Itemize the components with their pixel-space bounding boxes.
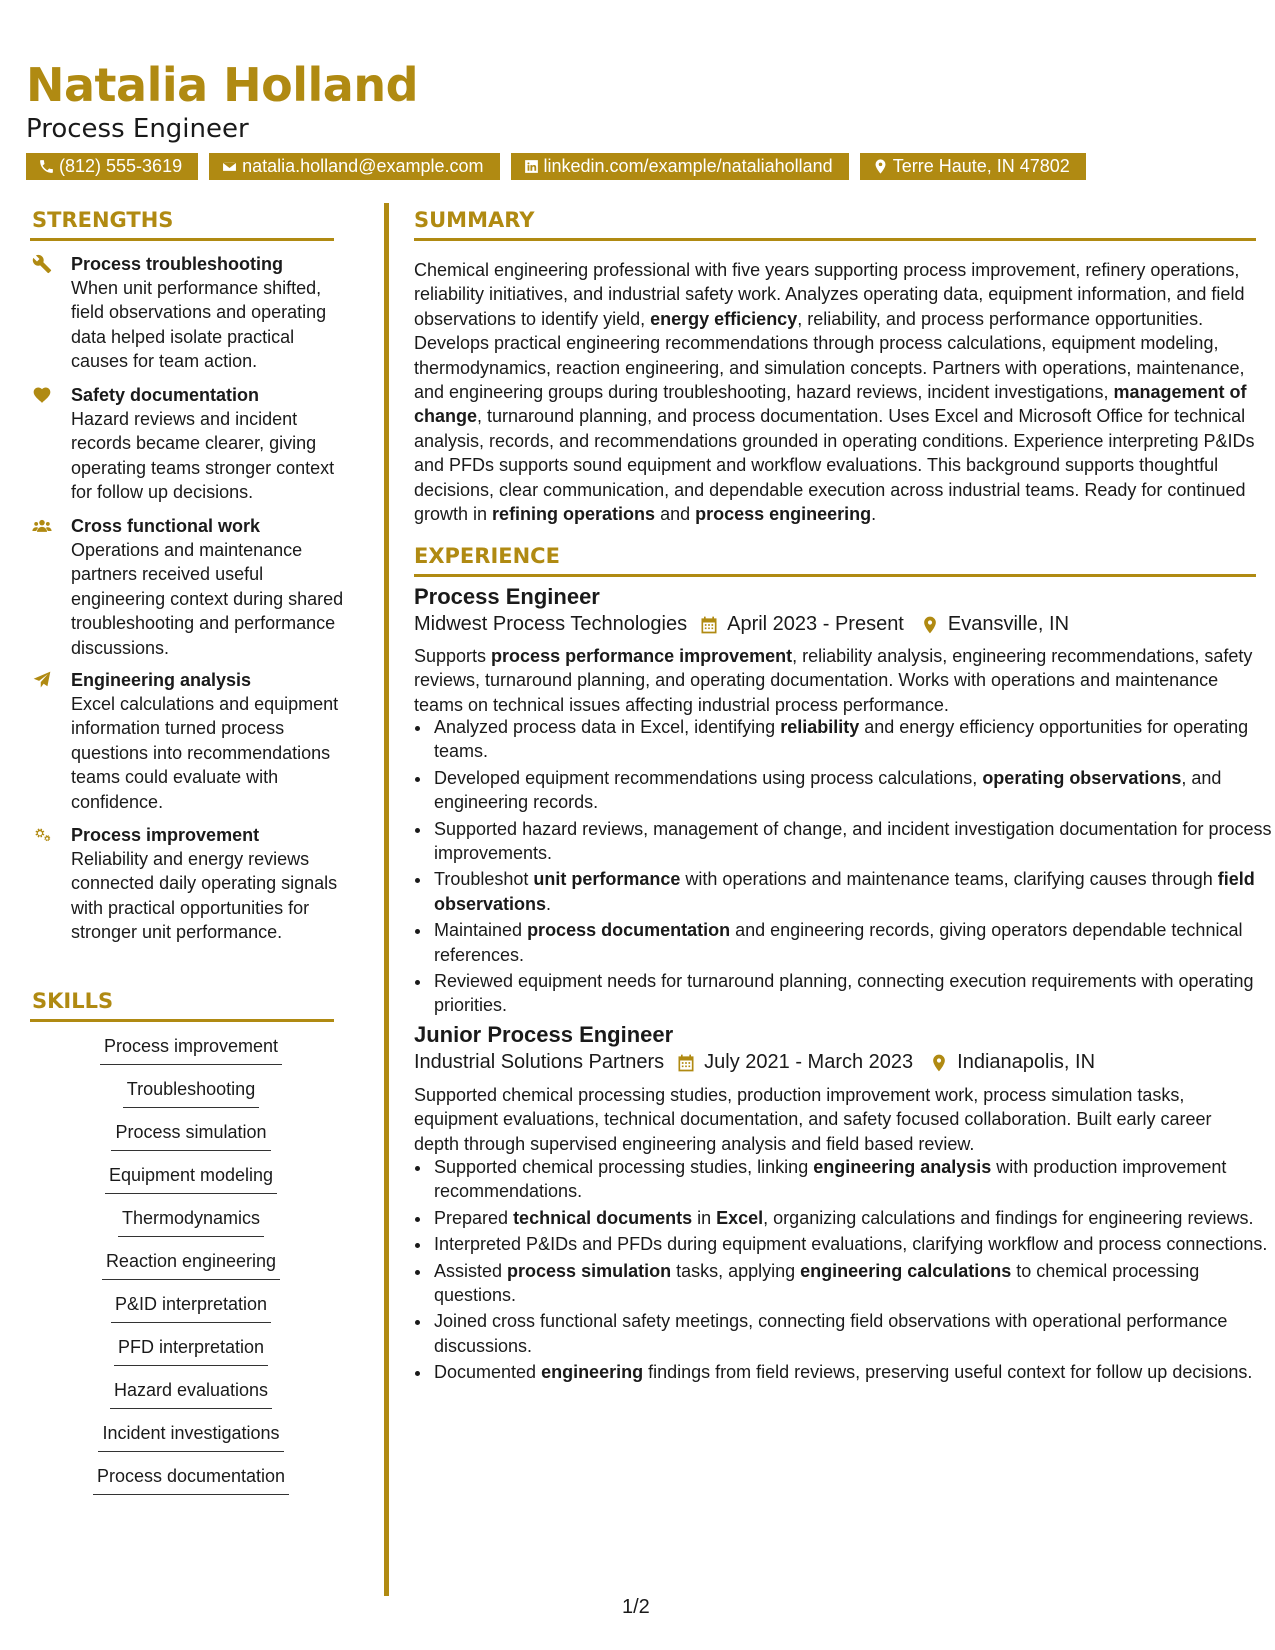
map-pin-icon xyxy=(872,158,889,175)
calendar-icon xyxy=(676,1053,696,1073)
candidate-name: Natalia Holland xyxy=(26,58,419,112)
job-intro: Supports process performance improvement, reliability analysis, engineering recommendations, safety reviews, turnaround planning, and operating documentation. Works with operations and maintenance teams on technical issues affecting industrial process performance. xyxy=(414,646,1253,715)
job-bullets xyxy=(414,715,1274,1020)
experience-rule xyxy=(414,574,1256,577)
calendar-icon xyxy=(699,615,719,635)
strength-description: Excel calculations and equipment information turned process questions into recommendations teams could evaluate with confidence. xyxy=(71,694,339,812)
contact-location xyxy=(860,153,1086,180)
emphasis-text: reliability xyxy=(780,717,860,737)
emphasis-text: management of change xyxy=(414,382,1247,427)
job-bullet: • Assisted process simulation tasks, applying engineering calculations to chemical processing questions. xyxy=(432,1259,1274,1308)
skill-item xyxy=(32,1163,350,1194)
emphasis-text: unit performance xyxy=(533,869,681,890)
job-bullet: • Developed equipment recommendations using process calculations, operating observations, and engineering records. xyxy=(432,766,1274,815)
strength-description: When unit performance shifted, field observations and operating data helped isolate practical causes for team action. xyxy=(71,278,327,372)
strength-title: Cross functional work xyxy=(71,516,261,536)
skill-item xyxy=(32,1206,350,1237)
skill-label: P&ID interpretation xyxy=(111,1292,271,1323)
job-meta xyxy=(414,1051,1095,1074)
emphasis-text: process performance improvement xyxy=(491,646,793,666)
job-bullet: • Maintained process documentation and engineering records, giving operators dependable technical references. xyxy=(432,918,1274,967)
job-dates: April 2023 - Present xyxy=(727,613,904,635)
map-pin-icon xyxy=(929,1053,949,1073)
strength-description: Hazard reviews and incident records became clearer, giving operating teams stronger context for follow up decisions. xyxy=(71,409,335,503)
job-company: Midwest Process Technologies xyxy=(414,613,688,635)
skill-label: Thermodynamics xyxy=(118,1206,264,1237)
contact-linkedin[interactable] xyxy=(511,153,849,180)
skill-item xyxy=(32,1077,350,1108)
job-bullets xyxy=(414,1155,1274,1387)
emphasis-text: energy efficiency xyxy=(650,308,798,329)
job-bullet: • Supported chemical processing studies, linking engineering analysis with production improvement recommendations. xyxy=(432,1155,1274,1204)
strength-title: Safety documentation xyxy=(71,385,260,405)
strength-item xyxy=(32,668,352,814)
skill-item xyxy=(32,1292,350,1323)
map-pin-icon xyxy=(920,615,940,635)
skill-item xyxy=(32,1034,350,1065)
strength-description: Operations and maintenance partners received useful engineering context during shared troubleshooting and performance discussions. xyxy=(71,540,344,658)
linkedin-icon xyxy=(523,158,540,175)
contact-linkedin-text: linkedin.com/example/nataliaholland xyxy=(543,156,833,176)
skill-label: Process improvement xyxy=(100,1034,282,1065)
users-icon xyxy=(32,516,54,536)
skill-label: Hazard evaluations xyxy=(110,1378,272,1409)
emphasis-text: process documentation xyxy=(527,920,731,941)
strength-title: Process troubleshooting xyxy=(71,254,284,274)
page-number: 1/2 xyxy=(622,1596,650,1618)
job-bullet: • Analyzed process data in Excel, identifying reliability and energy efficiency opportunities for operating teams. xyxy=(432,715,1274,764)
envelope-icon xyxy=(221,158,238,175)
wrench-icon xyxy=(32,254,54,274)
job-location: Indianapolis, IN xyxy=(957,1051,1096,1073)
emphasis-text: technical documents xyxy=(513,1207,693,1228)
skill-item xyxy=(32,1335,350,1366)
phone-icon xyxy=(38,158,55,175)
job-bullet: • Reviewed equipment needs for turnaround planning, connecting execution requirements with operating priorities. xyxy=(432,969,1274,1018)
job-dates: July 2021 - March 2023 xyxy=(704,1051,914,1073)
strengths-rule xyxy=(30,238,334,241)
candidate-title: Process Engineer xyxy=(26,114,249,144)
job-bullet: • Interpreted P&IDs and PFDs during equipment evaluations, clarifying workflow and process connections. xyxy=(432,1232,1274,1256)
emphasis-text: engineering calculations xyxy=(800,1260,1012,1281)
cogs-icon xyxy=(32,825,54,845)
column-divider xyxy=(384,203,389,1596)
job-intro: Supported chemical processing studies, production improvement work, process simulation tasks, equipment evaluations, technical documentation, and safety focused collaboration. Built early career depth through supervised engineering analysis and field based review. xyxy=(414,1085,1212,1154)
strength-item xyxy=(32,823,352,945)
strength-item xyxy=(32,514,352,660)
job-bullet: • Documented engineering findings from field reviews, preserving useful context for follow up decisions. xyxy=(432,1360,1274,1384)
contact-phone[interactable] xyxy=(26,153,198,180)
strength-description: Reliability and energy reviews connected daily operating signals with practical opportunities for stronger unit performance. xyxy=(71,849,338,943)
skills-rule xyxy=(30,1019,334,1022)
skill-label: PFD interpretation xyxy=(114,1335,268,1366)
skill-item xyxy=(32,1464,350,1495)
job-meta xyxy=(414,613,1069,636)
contact-phone-text: (812) 555-3619 xyxy=(59,156,183,176)
job-bullet: • Troubleshot unit performance with operations and maintenance teams, clarifying causes through field observations. xyxy=(432,867,1274,916)
skill-label: Troubleshooting xyxy=(123,1077,259,1108)
skill-label: Process documentation xyxy=(93,1464,289,1495)
summary-heading: SUMMARY xyxy=(414,208,535,232)
emphasis-text: engineering xyxy=(541,1362,644,1383)
skills-heading: SKILLS xyxy=(32,989,114,1013)
skill-item xyxy=(32,1421,350,1452)
job-title: Junior Process Engineer xyxy=(414,1022,674,1047)
skill-label: Equipment modeling xyxy=(105,1163,277,1194)
job-title: Process Engineer xyxy=(414,584,600,609)
contact-location-text: Terre Haute, IN 47802 xyxy=(892,156,1070,176)
strength-title: Process improvement xyxy=(71,825,260,845)
skill-item xyxy=(32,1378,350,1409)
paper-plane-icon xyxy=(32,670,54,690)
emphasis-text: Excel xyxy=(716,1207,764,1228)
experience-heading: EXPERIENCE xyxy=(414,544,560,568)
strengths-heading: STRENGTHS xyxy=(32,208,174,232)
skill-label: Reaction engineering xyxy=(102,1249,280,1280)
heart-icon xyxy=(32,385,54,405)
job-bullet: • Supported hazard reviews, management of change, and incident investigation documentation for process improvements. xyxy=(432,817,1274,866)
strength-item xyxy=(32,383,352,505)
contact-bar xyxy=(26,153,1097,180)
job-bullet: • Joined cross functional safety meetings, connecting field observations with operational performance discussions. xyxy=(432,1309,1274,1358)
skill-label: Incident investigations xyxy=(98,1421,283,1452)
summary-text: Chemical engineering professional with five years supporting process improvement, refinery operations, reliability initiatives, and industrial safety work. Analyzes operating data, equipment information, and field observations to identify yield, energy efficiency, reliability, and process performance opportunities. Develops practical engineering recommendations through process calculations, equipment modeling, thermodynamics, reaction engineering, and simulation concepts. Partners with operations, maintenance, and engineering groups during troubleshooting, hazard reviews, incident investigations, management of change, turnaround planning, and process documentation. Uses Excel and Microsoft Office for technical analysis, records, and recommendations grounded in operating conditions. Experience interpreting P&IDs and PFDs supports sound equipment and workflow evaluations. This background supports thoughtful decisions, clear communication, and dependable execution across industrial teams. Ready for continued growth in refining operations and process engineering. xyxy=(414,260,1255,525)
skill-item xyxy=(32,1120,350,1151)
emphasis-text: refining operations xyxy=(492,504,656,525)
strength-title: Engineering analysis xyxy=(71,670,252,690)
job-bullet: • Prepared technical documents in Excel, organizing calculations and findings for engineering reviews. xyxy=(432,1206,1274,1230)
emphasis-text: operating observations xyxy=(982,767,1182,788)
emphasis-text: engineering analysis xyxy=(813,1157,992,1177)
emphasis-text: field observations xyxy=(434,869,1255,914)
emphasis-text: process engineering xyxy=(695,504,872,525)
skill-label: Process simulation xyxy=(111,1120,270,1151)
job-company: Industrial Solutions Partners xyxy=(414,1051,665,1073)
job-location: Evansville, IN xyxy=(947,613,1070,635)
emphasis-text: process simulation xyxy=(507,1260,672,1281)
summary-rule xyxy=(414,238,1256,241)
contact-email[interactable] xyxy=(209,153,499,180)
skill-item xyxy=(32,1249,350,1280)
strength-item xyxy=(32,252,352,374)
contact-email-text: natalia.holland@example.com xyxy=(242,156,484,176)
